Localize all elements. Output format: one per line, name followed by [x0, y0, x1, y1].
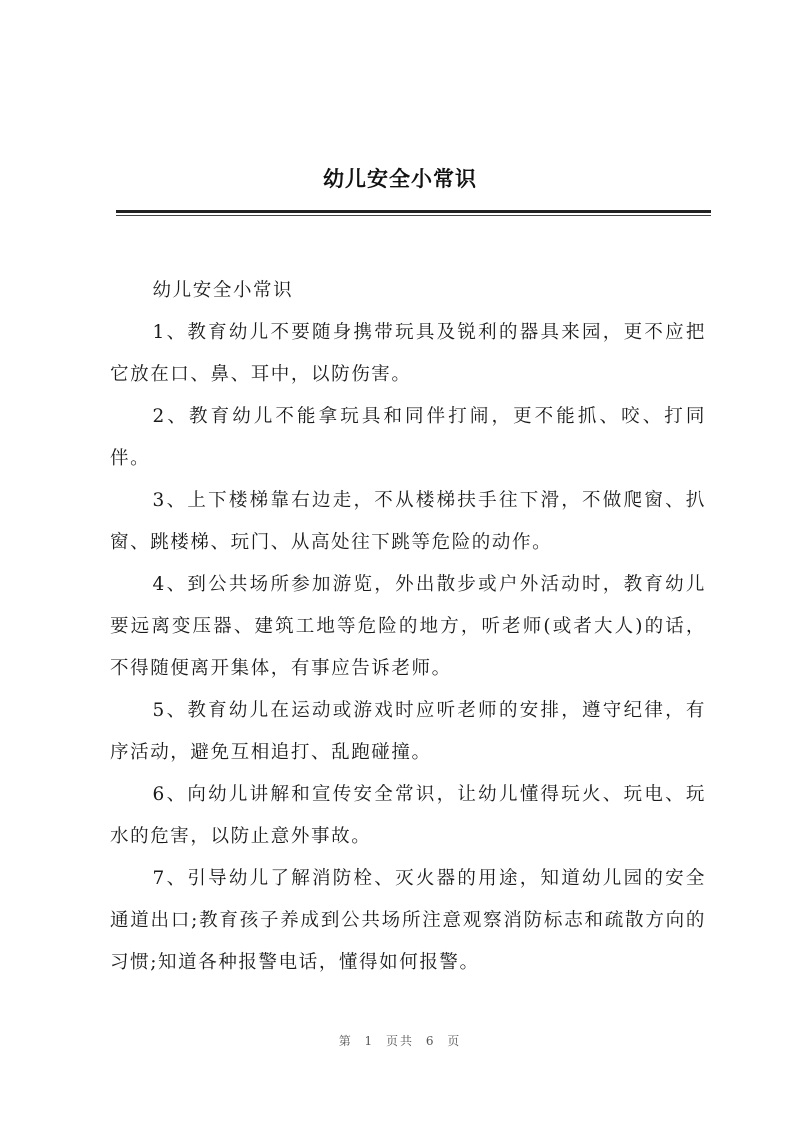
paragraph-item-5: 5、教育幼儿在运动或游戏时应听老师的安排，遵守纪律，有序活动，避免互相追打、乱跑碰撞。 [110, 700, 706, 763]
paragraph-heading: 幼儿安全小常识 [152, 280, 294, 301]
paragraph-item-6: 6、向幼儿讲解和宣传安全常识，让幼儿懂得玩火、玩电、玩水的危害，以防止意外事故。 [110, 784, 706, 847]
title-divider [116, 210, 711, 213]
paragraph-item-1: 1、教育幼儿不要随身携带玩具及锐利的器具来园，更不应把它放在口、鼻、耳中，以防伤害。 [110, 322, 706, 385]
document-body [110, 270, 706, 984]
paragraph-item-7: 7、引导幼儿了解消防栓、灭火器的用途，知道幼儿园的安全通道出口;教育孩子养成到公共场所注意观察消防标志和疏散方向的习惯;知道各种报警电话，懂得如何报警。 [110, 868, 706, 973]
title-divider-thin [116, 215, 711, 216]
paragraph-item-2: 2、教育幼儿不能拿玩具和同伴打闹，更不能抓、咬、打同伴。 [110, 406, 706, 469]
document-title: 幼儿安全小常识 [323, 166, 477, 191]
page-number: 第 1 页共 6 页 [338, 1034, 462, 1048]
paragraph-item-3: 3、上下楼梯靠右边走，不从楼梯扶手往下滑，不做爬窗、扒窗、跳楼梯、玩门、从高处往下跳等危险的动作。 [110, 490, 706, 553]
paragraph-item-4: 4、到公共场所参加游览，外出散步或户外活动时，教育幼儿要远离变压器、建筑工地等危险的地方，听老师(或者大人)的话，不得随便离开集体，有事应告诉老师。 [110, 574, 706, 679]
